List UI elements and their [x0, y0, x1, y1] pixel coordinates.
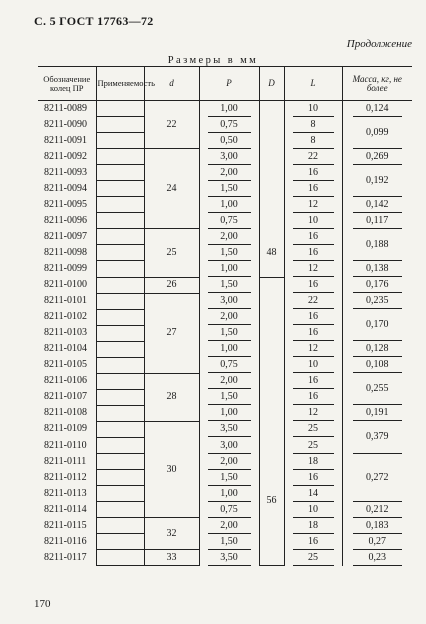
application-cell [96, 405, 144, 421]
mass-cell: 0,128 [342, 341, 412, 357]
ring-code: 8211-0095 [44, 198, 87, 210]
ring-code: 8211-0094 [44, 182, 87, 194]
ring-code: 8211-0115 [44, 519, 87, 531]
table-row [38, 277, 412, 293]
table-row [38, 149, 412, 165]
application-cell [96, 373, 144, 389]
mass-cell: 0,235 [342, 293, 412, 309]
application-cell [96, 197, 144, 213]
length-l-cell: 16 [284, 245, 342, 261]
ring-code: 8211-0112 [44, 471, 87, 483]
length-l-cell: 16 [284, 277, 342, 293]
pitch-p-cell: 0,75 [199, 357, 259, 373]
ring-code: 8211-0092 [44, 150, 87, 162]
application-cell [96, 309, 144, 325]
application-cell [96, 454, 144, 470]
table-row [38, 165, 412, 181]
table-caption: Размеры в мм [167, 55, 259, 66]
pitch-p-cell: 2,00 [199, 454, 259, 470]
table-row [38, 197, 412, 213]
table-row [38, 341, 412, 357]
application-cell [96, 261, 144, 277]
application-cell [96, 341, 144, 357]
application-cell [96, 550, 144, 566]
pitch-p-cell: 1,00 [199, 197, 259, 213]
pitch-p-cell: 2,00 [199, 373, 259, 389]
mass-cell: 0,124 [342, 101, 412, 117]
mass-cell: 0,192 [342, 165, 412, 197]
length-l-cell: 10 [284, 502, 342, 518]
length-l-cell: 12 [284, 261, 342, 277]
application-cell [96, 213, 144, 229]
application-cell [96, 437, 144, 453]
length-l-cell: 16 [284, 309, 342, 325]
application-cell [96, 229, 144, 245]
length-l-cell: 10 [284, 213, 342, 229]
application-cell [96, 133, 144, 149]
table-row [38, 309, 412, 325]
mass-cell: 0,23 [342, 550, 412, 566]
ring-code: 8211-0104 [44, 343, 87, 355]
table-body [38, 101, 412, 566]
application-cell [96, 117, 144, 133]
application-cell [96, 181, 144, 197]
mass-cell: 0,183 [342, 518, 412, 534]
length-l-cell: 12 [284, 405, 342, 421]
ring-code: 8211-0090 [44, 118, 87, 130]
pitch-p-cell: 3,00 [199, 293, 259, 309]
length-l-cell: 22 [284, 149, 342, 165]
table-header-row [38, 67, 412, 101]
mass-cell: 0,117 [342, 213, 412, 229]
ring-code: 8211-0108 [44, 407, 87, 419]
mass-cell: 0,212 [342, 502, 412, 518]
ring-code: 8211-0116 [44, 535, 87, 547]
pitch-p-cell: 3,50 [199, 550, 259, 566]
table-row [38, 101, 412, 117]
ring-code: 8211-0099 [44, 262, 87, 274]
table-row [38, 373, 412, 389]
diameter-d-cell: 22 [144, 101, 199, 149]
ring-code: 8211-0106 [44, 375, 87, 387]
pitch-p-cell: 1,50 [199, 277, 259, 293]
pitch-p-cell: 3,00 [199, 149, 259, 165]
ring-code: 8211-0097 [44, 230, 87, 242]
header-l: L [284, 67, 342, 101]
diameter-d-cell: 24 [144, 149, 199, 229]
continuation-label: Продолжение [346, 38, 412, 50]
length-l-cell: 16 [284, 181, 342, 197]
length-l-cell: 8 [284, 117, 342, 133]
table-row [38, 405, 412, 421]
ring-code: 8211-0096 [44, 214, 87, 226]
header-d: d [144, 67, 199, 101]
pitch-p-cell: 1,50 [199, 470, 259, 486]
ring-code: 8211-0101 [44, 295, 87, 307]
ring-code: 8211-0100 [44, 279, 87, 291]
table-row [38, 117, 412, 133]
table-row [38, 213, 412, 229]
pitch-p-cell: 0,75 [199, 117, 259, 133]
mass-cell: 0,170 [342, 309, 412, 341]
pitch-p-cell: 1,00 [199, 341, 259, 357]
length-l-cell: 25 [284, 437, 342, 453]
table-row [38, 229, 412, 245]
diameter-d-cell: 26 [144, 277, 199, 293]
application-cell [96, 421, 144, 437]
pitch-p-cell: 3,50 [199, 421, 259, 437]
application-cell [96, 357, 144, 373]
mass-cell: 0,191 [342, 405, 412, 421]
pitch-p-cell: 1,00 [199, 486, 259, 502]
table-row [38, 534, 412, 550]
length-l-cell: 10 [284, 357, 342, 373]
mass-cell: 0,272 [342, 454, 412, 502]
pitch-p-cell: 1,50 [199, 245, 259, 261]
length-l-cell: 25 [284, 550, 342, 566]
table-row [38, 421, 412, 437]
ring-code: 8211-0103 [44, 327, 87, 339]
diameter-d-cell: 28 [144, 373, 199, 421]
mass-cell: 0,255 [342, 373, 412, 405]
length-l-cell: 14 [284, 486, 342, 502]
ring-code: 8211-0109 [44, 423, 87, 435]
table-row [38, 518, 412, 534]
header-application: Применяемость [96, 67, 144, 101]
ring-code: 8211-0110 [44, 439, 87, 451]
length-l-cell: 16 [284, 229, 342, 245]
mass-cell: 0,379 [342, 421, 412, 453]
length-l-cell: 8 [284, 133, 342, 149]
length-l-cell: 12 [284, 197, 342, 213]
ring-code: 8211-0098 [44, 246, 87, 258]
application-cell [96, 293, 144, 309]
mass-cell: 0,176 [342, 277, 412, 293]
header-code: Обозначение колец ПР [38, 67, 96, 101]
table-row [38, 261, 412, 277]
application-cell [96, 518, 144, 534]
pitch-p-cell: 1,00 [199, 101, 259, 117]
outer-diameter-cell: 48 [259, 229, 284, 277]
pitch-p-cell: 1,50 [199, 389, 259, 405]
application-cell [96, 534, 144, 550]
length-l-cell: 22 [284, 293, 342, 309]
length-l-cell: 16 [284, 325, 342, 341]
page-number: 170 [34, 598, 51, 610]
application-cell [96, 486, 144, 502]
diameter-d-cell: 32 [144, 518, 199, 550]
length-l-cell: 10 [284, 101, 342, 117]
length-l-cell: 25 [284, 421, 342, 437]
table-row [38, 502, 412, 518]
application-cell [96, 502, 144, 518]
ring-code: 8211-0093 [44, 166, 87, 178]
pitch-p-cell: 0,75 [199, 502, 259, 518]
ring-code: 8211-0117 [44, 551, 87, 563]
application-cell [96, 389, 144, 405]
document-header: С. 5 ГОСТ 17763—72 [34, 14, 154, 28]
header-p: P [199, 67, 259, 101]
diameter-d-cell: 25 [144, 229, 199, 277]
outer-diameter-cell [259, 101, 284, 229]
application-cell [96, 277, 144, 293]
ring-code: 8211-0105 [44, 359, 87, 371]
pitch-p-cell: 2,00 [199, 518, 259, 534]
outer-diameter-cell [259, 277, 284, 437]
ring-code: 8211-0107 [44, 391, 87, 403]
length-l-cell: 18 [284, 518, 342, 534]
table-row [38, 357, 412, 373]
pitch-p-cell: 2,00 [199, 229, 259, 245]
table-row [38, 454, 412, 470]
diameter-d-cell: 33 [144, 550, 199, 566]
length-l-cell: 16 [284, 389, 342, 405]
ring-code: 8211-0102 [44, 311, 87, 323]
ring-code: 8211-0114 [44, 503, 87, 515]
length-l-cell: 16 [284, 373, 342, 389]
application-cell [96, 245, 144, 261]
header-mass: Масса, кг, не более [342, 67, 412, 101]
dimensions-table [38, 66, 412, 566]
table-row [38, 550, 412, 566]
pitch-p-cell: 1,50 [199, 534, 259, 550]
pitch-p-cell: 2,00 [199, 165, 259, 181]
mass-cell: 0,142 [342, 197, 412, 213]
pitch-p-cell: 0,75 [199, 213, 259, 229]
application-cell [96, 325, 144, 341]
diameter-d-cell: 27 [144, 293, 199, 373]
ring-code: 8211-0111 [44, 455, 87, 467]
ring-code: 8211-0089 [44, 102, 87, 114]
length-l-cell: 12 [284, 341, 342, 357]
length-l-cell: 16 [284, 165, 342, 181]
mass-cell: 0,108 [342, 357, 412, 373]
mass-cell: 0,099 [342, 117, 412, 149]
length-l-cell: 18 [284, 454, 342, 470]
mass-cell: 0,27 [342, 534, 412, 550]
application-cell [96, 101, 144, 117]
mass-cell: 0,138 [342, 261, 412, 277]
pitch-p-cell: 1,00 [199, 405, 259, 421]
length-l-cell: 16 [284, 470, 342, 486]
diameter-d-cell: 30 [144, 421, 199, 517]
mass-cell: 0,188 [342, 229, 412, 261]
mass-cell: 0,269 [342, 149, 412, 165]
pitch-p-cell: 1,50 [199, 325, 259, 341]
pitch-p-cell: 1,50 [199, 181, 259, 197]
pitch-p-cell: 0,50 [199, 133, 259, 149]
table-row [38, 293, 412, 309]
pitch-p-cell: 2,00 [199, 309, 259, 325]
pitch-p-cell: 1,00 [199, 261, 259, 277]
application-cell [96, 149, 144, 165]
application-cell [96, 165, 144, 181]
pitch-p-cell: 3,00 [199, 437, 259, 453]
ring-code: 8211-0113 [44, 487, 87, 499]
length-l-cell: 16 [284, 534, 342, 550]
outer-diameter-cell: 56 [259, 437, 284, 565]
application-cell [96, 470, 144, 486]
header-big-d: D [259, 67, 284, 101]
ring-code: 8211-0091 [44, 134, 87, 146]
